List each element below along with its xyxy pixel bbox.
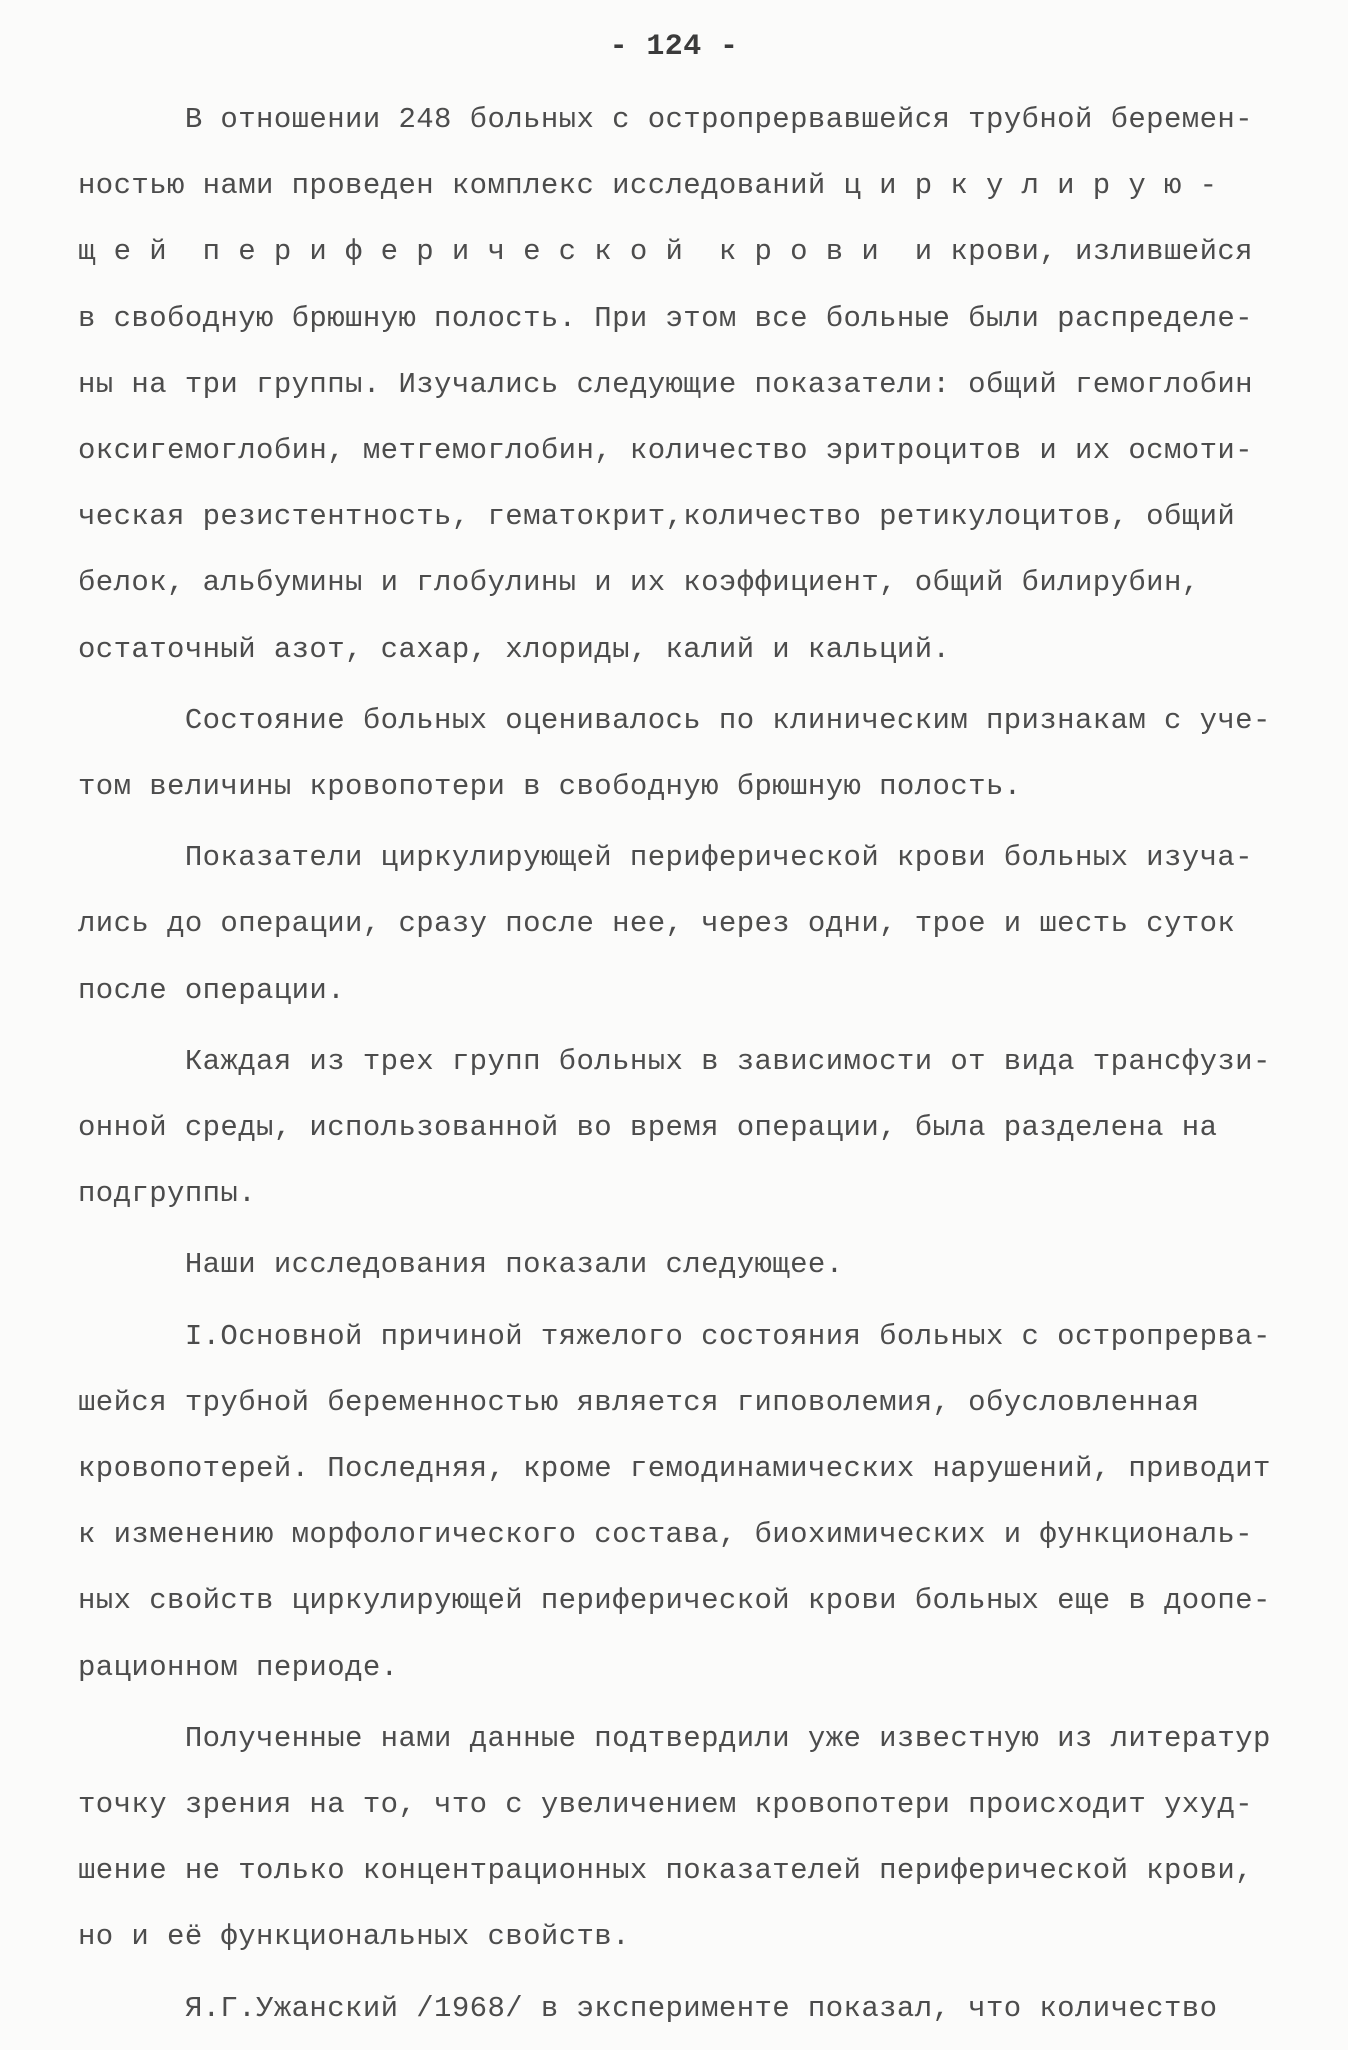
text-line: точку зрения на то, что с увеличением кровопотери происходит ухуд- bbox=[78, 1788, 1253, 1821]
text-line: белок, альбумины и глобулины и их коэффициент, общий билирубин, bbox=[78, 566, 1200, 600]
text-line: после операции. bbox=[78, 973, 346, 1007]
text-line: Я.Г.Ужанский /1968/ в эксперименте показал, что количество bbox=[78, 1991, 1218, 2025]
text-line: оксигемоглобин, метгемоглобин, количество эритроцитов и их осмоти- bbox=[78, 434, 1253, 467]
text-line: щ е й п е р и ф е р и ч е с к о й к р о в и и крови, излившейся bbox=[78, 235, 1253, 269]
text-line: Показатели циркулирующей периферической крови больных изуча- bbox=[78, 841, 1253, 875]
text-line: в свободную брюшную полость. При этом все больные были распределе- bbox=[78, 301, 1253, 335]
text-line: лись до операции, сразу после нее, через одни, трое и шесть суток bbox=[78, 907, 1236, 941]
text-line: к изменению морфологического состава, биохимических и функциональ- bbox=[78, 1518, 1253, 1552]
text-line: подгруппы. bbox=[78, 1177, 257, 1211]
text-line: Каждая из трех групп больных в зависимости от вида трансфузи- bbox=[78, 1044, 1271, 1078]
text-line: рационном периоде. bbox=[78, 1650, 399, 1684]
text-line: Состояние больных оценивалось по клиническим признакам с уче- bbox=[78, 703, 1271, 737]
text-line: ных свойств циркулирующей периферической крови больных еще в доопе- bbox=[78, 1584, 1271, 1618]
text-line: шейся трубной беременностью является гиповолемия, обусловленная bbox=[78, 1385, 1200, 1419]
text-line: Полученные нами данные подтвердили уже известную из литератур bbox=[78, 1721, 1271, 1755]
text-line: Наши исследования показали следующее. bbox=[78, 1248, 844, 1282]
text-line: остаточный азот, сахар, хлориды, калий и кальций. bbox=[78, 632, 951, 666]
text-line: кровопотерей. Последняя, кроме гемодинамических нарушений, приводит bbox=[78, 1452, 1271, 1485]
text-line: но и её функциональных свойств. bbox=[78, 1920, 630, 1954]
text-line: ны на три группы. Изучались следующие показатели: общий гемоглобин bbox=[78, 367, 1253, 401]
text-line: ностью нами проведен комплекс исследований ц и р к у л и р у ю - bbox=[78, 169, 1218, 203]
text-line: I.Основной причиной тяжелого состояния больных с остропрерва- bbox=[78, 1319, 1271, 1353]
text-line: том величины кровопотери в свободную брюшную полость. bbox=[78, 770, 1022, 803]
text-line: В отношении 248 больных с остропрервавшейся трубной беремен- bbox=[78, 103, 1253, 136]
text-line: шение не только концентрационных показателей периферической крови, bbox=[78, 1854, 1253, 1888]
text-line: ческая резистентность, гематокрит,количество ретикулоцитов, общий bbox=[78, 500, 1236, 534]
text-line: онной среды, использованной во время операции, была разделена на bbox=[78, 1111, 1218, 1144]
page-number: - 124 - bbox=[609, 30, 739, 64]
